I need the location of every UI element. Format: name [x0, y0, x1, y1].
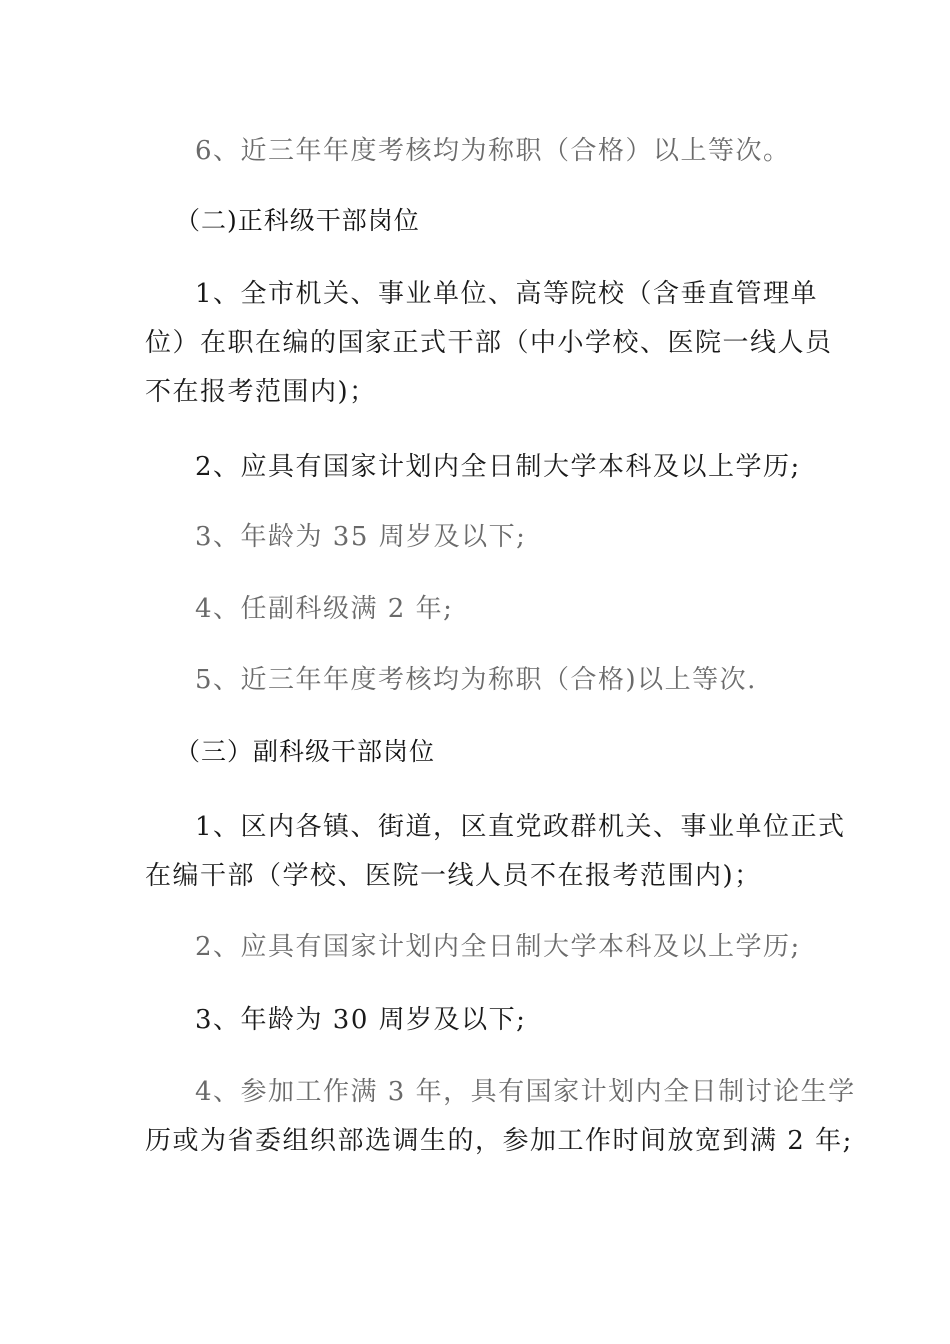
list-item: 3、年龄为 35 周岁及以下; [195, 522, 527, 552]
list-item: 1、全市机关、事业单位、高等院校（含垂直管理单 [195, 279, 819, 309]
list-item: 5、近三年年度考核均为称职（合格)以上等次. [195, 665, 757, 695]
list-item: 4、任副科级满 2 年; [195, 594, 454, 624]
list-item-continuation: 历或为省委组织部选调生的，参加工作时间放宽到满 2 年; [145, 1126, 853, 1156]
list-item: 2、应具有国家计划内全日制大学本科及以上学历; [195, 452, 801, 482]
section-heading: （二)正科级干部岗位 [175, 206, 420, 235]
list-item: 4、参加工作满 3 年，具有国家计划内全日制讨论生学 [195, 1077, 856, 1107]
list-item: 1、区内各镇、街道，区直党政群机关、事业单位正式 [195, 812, 846, 842]
list-item: 6、近三年年度考核均为称职（合格）以上等次。 [195, 136, 791, 166]
list-item-continuation: 在编干部（学校、医院一线人员不在报考范围内)； [145, 861, 762, 891]
list-item: 2、应具有国家计划内全日制大学本科及以上学历; [195, 932, 801, 962]
list-item-continuation: 位）在职在编的国家正式干部（中小学校、医院一线人员 [145, 328, 833, 358]
section-heading: （三）副科级干部岗位 [175, 737, 436, 766]
list-item-continuation: 不在报考范围内)； [145, 377, 377, 407]
list-item: 3、年龄为 30 周岁及以下; [195, 1005, 527, 1035]
